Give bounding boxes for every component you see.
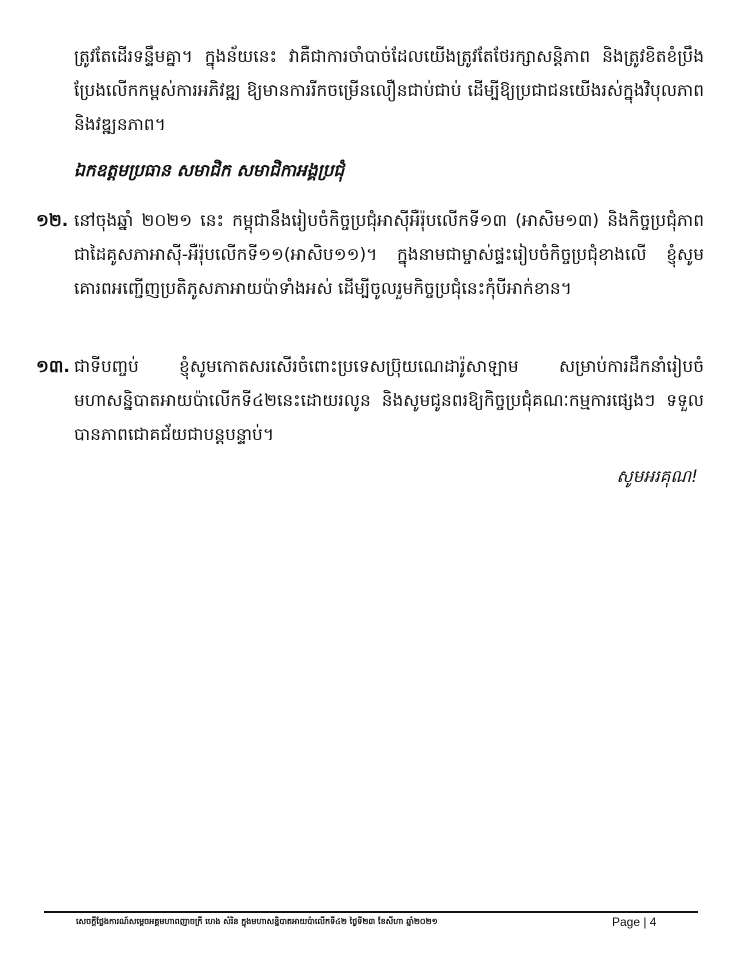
footer-caption: សេចក្តីថ្លែងការណ៍សម្តេចអគ្គមហាពញាចក្រី ហេង សំរិន ក្នុងមហាសន្និបាតអាយប៉ាលើកទី៤២ ថ្ងៃទី២៣ ខែសីហា ឆ្នាំ២០២១ <box>76 917 438 926</box>
continuation-paragraph: ត្រូវតែដើរទន្ទឹមគ្នា។ ក្នុងន័យនេះ វាគឺជាការចាំបាច់ដែលយើងត្រូវតែថែរក្សាសន្តិភាព និងត្រូវខិតខំប្រឹងប្រែងលើកកម្ពស់ការអភិវឌ្ឍ ឱ្យមានការរីកចម្រើនលឿនជាប់ជាប់ ដើម្បីឱ្យប្រជាជនយើងរស់ក្នុងវិបុលភាព និងវឌ្ឍនភាព។ <box>74 47 704 135</box>
footer-divider <box>44 911 698 913</box>
numbered-paragraph-13 <box>36 350 704 460</box>
page-number: Page | 4 <box>612 915 657 929</box>
numbered-paragraph-12 <box>36 204 704 344</box>
paragraph-number: ១២. <box>36 211 69 231</box>
closing-thanks: សូមអរគុណ! <box>616 467 698 487</box>
paragraph-number: ១៣. <box>36 357 70 377</box>
paragraph-text: នៅចុងឆ្នាំ ២០២១ នេះ កម្ពុជានឹងរៀបចំកិច្ចប្រជុំអាស៊ីអឺរ៉ុបលើកទី១៣ (អាសិម១៣) និងកិច្ចប្រជុំភាពជាដៃគូសភាអាស៊ី-អឺរ៉ុបលើកទី១១(អាសិប១១)។ ក្នុងនាមជាម្ចាស់ផ្ទះរៀបចំកិច្ចប្រជុំខាងលើ ខ្ញុំសូមគោរពអញ្ជើញប្រតិភូសភាអាយប៉ាទាំងអស់ ដើម្បីចូលរួមកិច្ចប្រជុំនេះកុំបីអាក់ខាន។ <box>74 211 704 299</box>
salutation-heading: ឯកឧត្តមប្រធាន សមាជិក សមាជិកាអង្គប្រជុំ <box>74 161 345 181</box>
paragraph-text: ជាទីបញ្ចប់ ខ្ញុំសូមកោតសរសើរចំពោះប្រទេសប្រ៊ុយណេដារ៉ូសាឡាម សម្រាប់ការដឹកនាំរៀបចំមហាសន្និបាតអាយប៉ាលើកទី៤២នេះដោយរលូន និងសូមជូនពរឱ្យកិច្ចប្រជុំគណៈកម្មការផ្សេងៗ ទទួលបានភាពជោគជ័យជាបន្តបន្ទាប់។ <box>74 357 704 445</box>
